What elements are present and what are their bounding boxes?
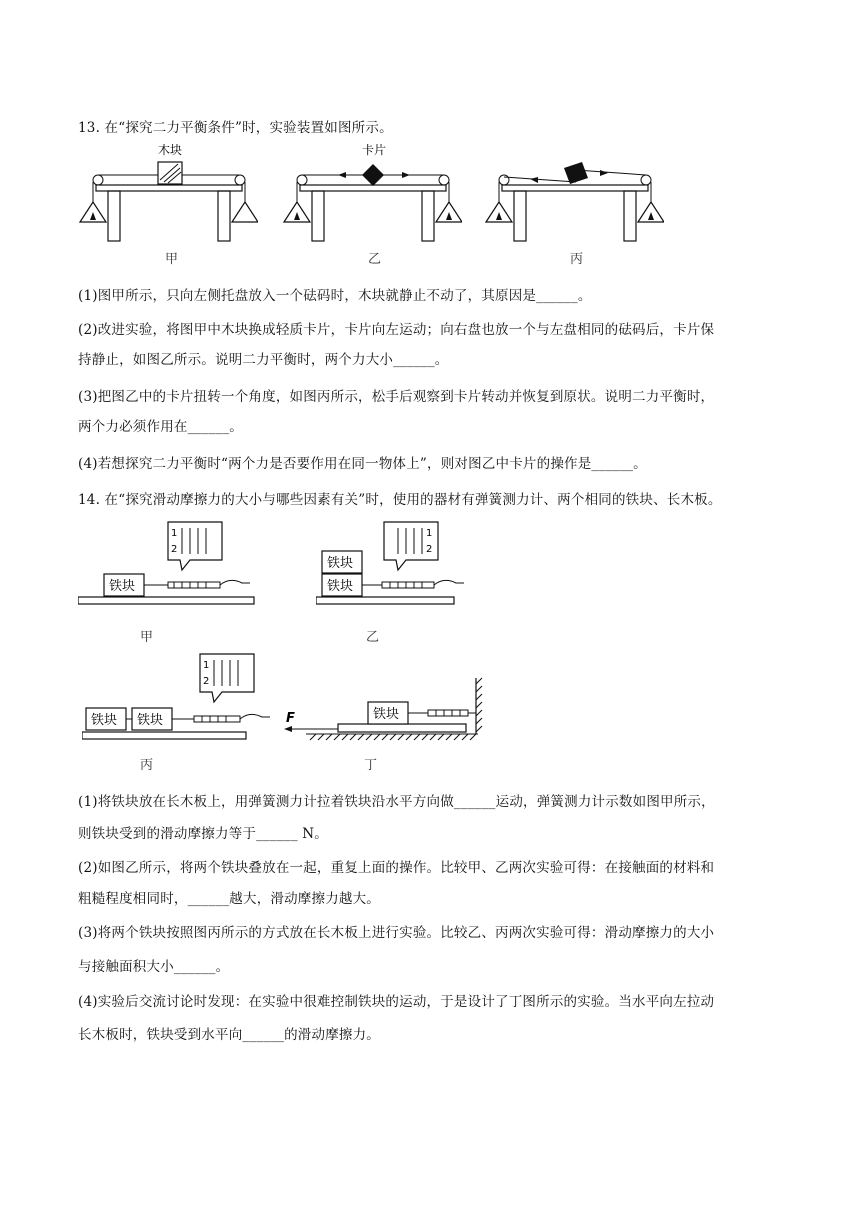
scale-digit: 1 (203, 660, 210, 671)
q14-part1a: (1)将铁块放在长木板上，用弹簧测力计拉着铁块沿水平方向做______运动，弹簧测力计示数如图甲所示， (78, 794, 715, 810)
figure-14-yi (316, 520, 496, 610)
q14-part4b: 长木板时，铁块受到水平向______的滑动摩擦力。 (78, 1027, 380, 1043)
q14-part3b: 与接触面积大小______。 (78, 959, 230, 975)
figure-14-bing (82, 652, 282, 744)
iron-block-label: 铁块 (327, 556, 354, 571)
q14-part4a: (4)实验后交流讨论时发现：在实验中很难控制铁块的运动，于是设计了丁图所示的实验。当水平向左拉动 (78, 994, 715, 1010)
figure-13-yi (282, 140, 462, 250)
q13-part2b: 持静止，如图乙所示。说明二力平衡时，两个力大小______。 (78, 352, 449, 368)
caption-14-yi: 乙 (366, 630, 380, 645)
iron-block-label: 铁块 (91, 713, 118, 728)
caption-14-jia: 甲 (140, 630, 154, 645)
q14-part1b: 则铁块受到的滑动摩擦力等于______ N。 (78, 826, 329, 842)
force-f-label: F (286, 711, 295, 726)
q13-intro: 13. 在“探究二力平衡条件”时，实验装置如图所示。 (78, 120, 393, 136)
figure-13-bing (484, 140, 664, 250)
scale-digit: 1 (426, 528, 433, 539)
q14-part2a: (2)如图乙所示，将两个铁块叠放在一起，重复上面的操作。比较甲、乙两次实验可得：在接触面的材料和 (78, 860, 715, 876)
q14-intro: 14. 在“探究滑动摩擦力的大小与哪些因素有关”时，使用的器材有弹簧测力计、两个相同的铁块、长木板。 (78, 492, 722, 508)
wood-label: 木块 (158, 143, 183, 157)
scale-digit: 2 (426, 544, 433, 555)
iron-block-label: 铁块 (109, 579, 136, 594)
caption-14-bing: 丙 (140, 758, 154, 773)
caption-13-jia: 甲 (165, 252, 179, 267)
q13-part1: (1)图甲所示，只向左侧托盘放入一个砝码时，木块就静止不动了，其原因是______。 (78, 288, 592, 304)
scale-digit: 2 (171, 544, 178, 555)
scale-digit: 2 (203, 676, 210, 687)
q13-part3a: (3)把图乙中的卡片扭转一个角度，如图丙所示，松手后观察到卡片转动并恢复到原状。说明二力平衡时， (78, 389, 715, 405)
caption-13-yi: 乙 (368, 252, 382, 267)
iron-block-label: 铁块 (327, 579, 354, 594)
q13-part3b: 两个力必须作用在______。 (78, 419, 243, 435)
scale-digit: 1 (171, 528, 178, 539)
q13-part2a: (2)改进实验，将图甲中木块换成轻质卡片，卡片向左运动；向右盘也放一个与左盘相同的砝码后，卡片保 (78, 322, 715, 338)
figure-14-jia (78, 520, 258, 610)
caption-14-ding: 丁 (364, 758, 378, 773)
card-label: 卡片 (362, 143, 387, 157)
q14-part2b: 粗糙程度相同时，______越大，滑动摩擦力越大。 (78, 891, 380, 907)
figure-14-ding (282, 674, 492, 748)
caption-13-bing: 丙 (570, 252, 584, 267)
iron-block-label: 铁块 (373, 707, 400, 722)
q13-part4: (4)若想探究二力平衡时“两个力是否要作用在同一物体上”，则对图乙中卡片的操作是______。 (78, 456, 647, 472)
iron-block-label: 铁块 (137, 713, 164, 728)
figure-13-jia (78, 140, 258, 250)
q14-part3a: (3)将两个铁块按照图丙所示的方式放在长木板上进行实验。比较乙、丙两次实验可得：滑动摩擦力的大小 (78, 925, 715, 941)
